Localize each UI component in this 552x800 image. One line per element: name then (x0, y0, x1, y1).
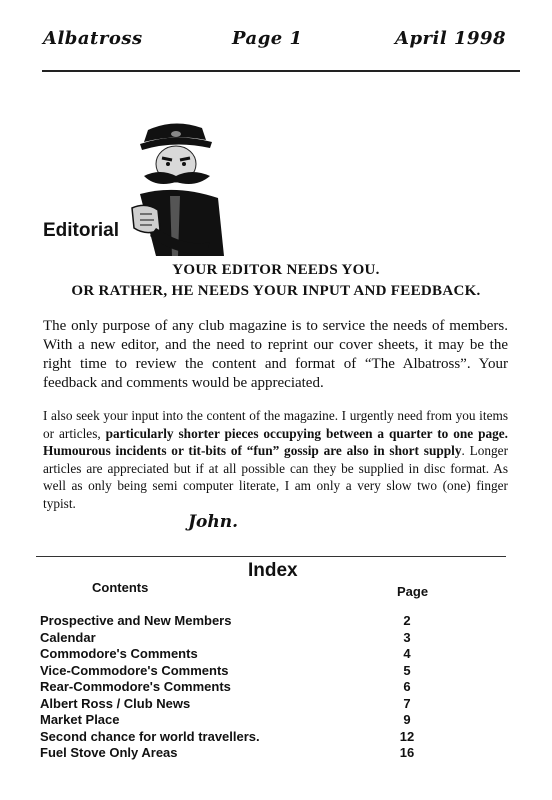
editor-signature: John. (188, 512, 239, 532)
paragraph-2-text-end: . Longer articles are appreciated but if at all possible can they be supplied in disc format. As well as only being semi computer literate, I am only a very slow two (one) finger typist. (43, 443, 509, 511)
index-entry-title: Second chance for world travellers. (40, 728, 260, 744)
editorial-paragraph-1: The only purpose of any club magazine is to service the needs of members. With a new editor, and the need to reprint our cover sheets, it may be the right time to review the content and format of “The Albatross”. Your feedback and comments would be appreciated. (43, 318, 508, 391)
index-row (40, 646, 480, 663)
index-entry-page: 2 (403, 613, 411, 628)
index-entry-title: Commodore's Comments (40, 646, 198, 661)
index-entry-title: Vice-Commodore's Comments (40, 662, 229, 678)
header-issue-date: April 1998 (395, 28, 507, 49)
header-magazine-name: Albatross (43, 28, 143, 49)
index-divider (36, 556, 506, 557)
index-table (40, 613, 480, 762)
index-entry-page: 4 (403, 646, 411, 661)
index-row (40, 663, 480, 680)
index-row (40, 745, 480, 762)
index-entry-page: 5 (403, 662, 411, 678)
index-row (40, 679, 480, 696)
index-entry-page: 9 (403, 712, 411, 727)
contents-column-header: Contents (92, 580, 149, 595)
header-page-number: Page 1 (232, 28, 303, 49)
index-entry-title: Prospective and New Members (40, 613, 232, 628)
index-title: Index (248, 560, 298, 581)
pointing-officer-illustration (126, 118, 224, 256)
index-row (40, 696, 480, 713)
index-row (40, 630, 480, 647)
index-entry-page: 16 (399, 745, 415, 760)
index-row (40, 729, 480, 746)
index-entry-page: 12 (399, 728, 415, 744)
editorial-heading-line-2: OR RATHER, HE NEEDS YOUR INPUT AND FEEDBACK. (71, 283, 481, 299)
page-column-header: Page (397, 584, 429, 599)
index-entry-page: 6 (403, 679, 411, 694)
editorial-paragraph-2 (43, 407, 508, 512)
index-entry-title: Fuel Stove Only Areas (40, 745, 178, 760)
index-entry-title: Rear-Commodore's Comments (40, 679, 231, 694)
index-entry-title: Albert Ross / Club News (40, 695, 191, 711)
editorial-heading-line-1: YOUR EDITOR NEEDS YOU. (172, 262, 380, 278)
editorial-section-title: Editorial (43, 220, 120, 241)
index-row (40, 613, 480, 630)
index-entry-title: Calendar (40, 629, 96, 645)
index-entry-page: 7 (403, 695, 411, 711)
paragraph-2-bold-text: particularly shorter pieces occupying between a quarter to one page. Humourous incidents or tit-bits of “fun” gossip are also in short supply (43, 425, 508, 458)
index-row (40, 712, 480, 729)
index-entry-page: 3 (403, 629, 411, 645)
index-entry-title: Market Place (40, 712, 120, 727)
header-divider (42, 70, 520, 72)
paragraph-2-text: I also seek your input into the content of the magazine. I urgently need from you items or articles, (43, 408, 508, 441)
